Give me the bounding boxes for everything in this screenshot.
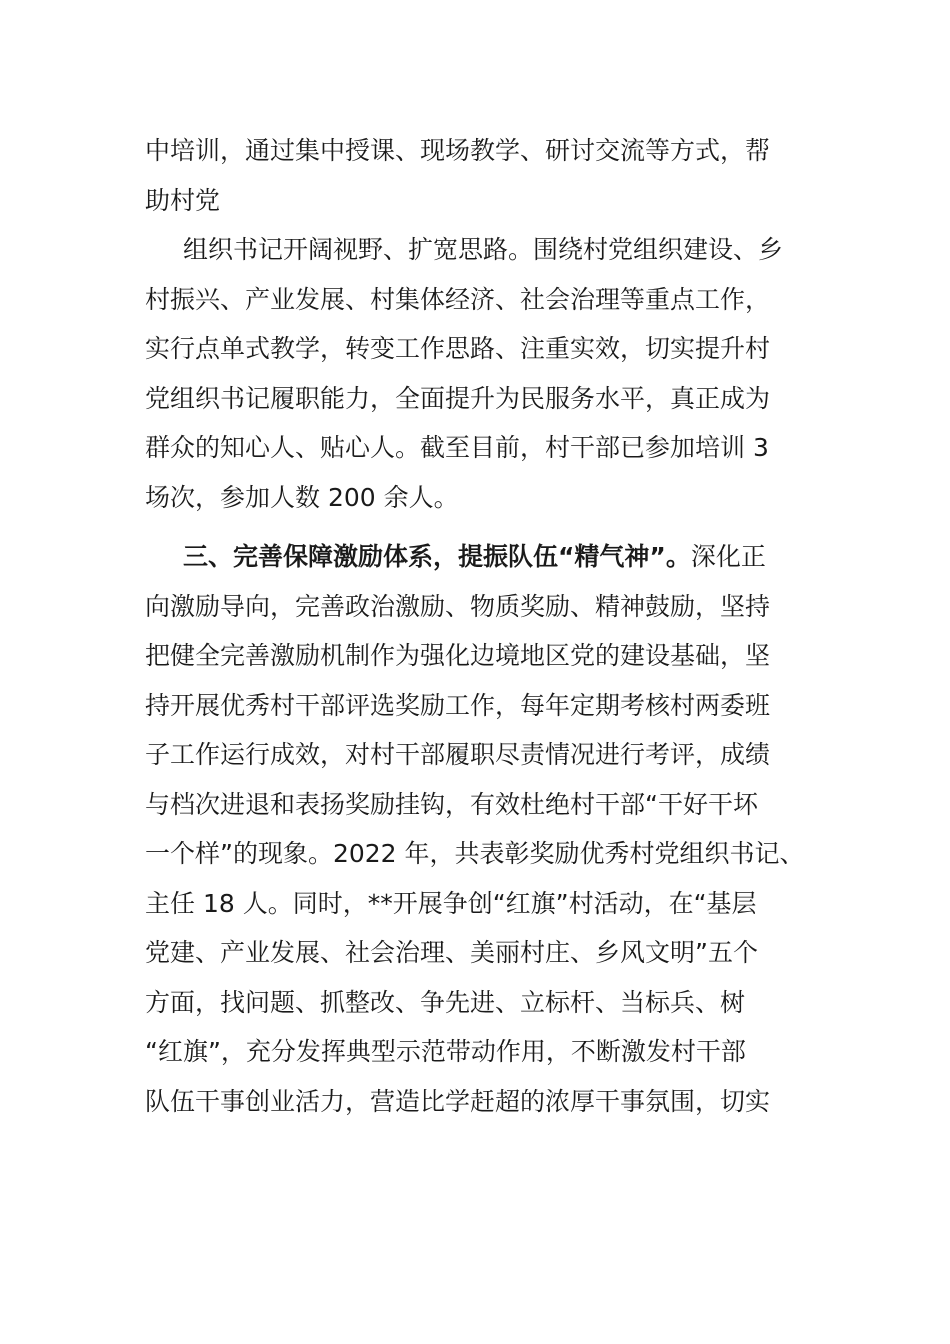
text-line: 群众的知心人、贴心人。截至目前，村干部已参加培训 3 <box>145 433 769 462</box>
text-line: 村振兴、产业发展、村集体经济、社会治理等重点工作， <box>145 284 771 314</box>
paragraph-training-details <box>145 225 815 522</box>
text-line: 组织书记开阔视野、扩宽思路。围绕村党组织建设、乡 <box>183 235 784 264</box>
text-line: 场次，参加人数 200 余人。 <box>145 482 459 512</box>
text-line: 助村党 <box>145 185 221 215</box>
text-line: 主任 18 人。同时，**开展争创“红旗”村活动，在“基层 <box>145 888 757 918</box>
text-line: 向激励导向，完善政治激励、物质奖励、精神鼓励，坚持 <box>145 591 771 621</box>
paragraph-incentive-system <box>145 532 815 1126</box>
text-line: 方面，找问题、抓整改、争先进、立标杆、当标兵、树 <box>145 987 746 1017</box>
text-line: “红旗”，充分发挥典型示范带动作用，不断激发村干部 <box>145 1037 746 1066</box>
text-line: 实行点单式教学，转变工作思路、注重实效，切实提升村 <box>145 334 771 363</box>
text-line: 与档次进退和表扬奖励挂钩，有效杜绝村干部“干好干坏 <box>145 789 758 819</box>
text-line: 队伍干事创业活力，营造比学赶超的浓厚干事氛围，切实 <box>145 1086 771 1116</box>
paragraph-training-continued <box>145 126 815 225</box>
text-line: 党建、产业发展、社会治理、美丽村庄、乡风文明”五个 <box>145 938 758 967</box>
text-line: 一个样”的现象。2022 年，共表彰奖励优秀村党组织书记、 <box>145 839 805 868</box>
text-line: 党组织书记履职能力，全面提升为民服务水平，真正成为 <box>145 383 771 413</box>
section-heading: 三、完善保障激励体系，提振队伍“精气神”。 <box>183 542 691 571</box>
text-line: 持开展优秀村干部评选奖励工作，每年定期考核村两委班 <box>145 690 771 720</box>
document-body <box>145 126 815 1126</box>
text-line: 子工作运行成效，对村干部履职尽责情况进行考评，成绩 <box>145 740 771 769</box>
text-line: 把健全完善激励机制作为强化边境地区党的建设基础，坚 <box>145 641 771 670</box>
heading-line-rest: 深化正 <box>690 542 766 571</box>
text-line <box>145 532 815 582</box>
text-line: 中培训，通过集中授课、现场教学、研讨交流等方式，帮 <box>145 136 771 165</box>
